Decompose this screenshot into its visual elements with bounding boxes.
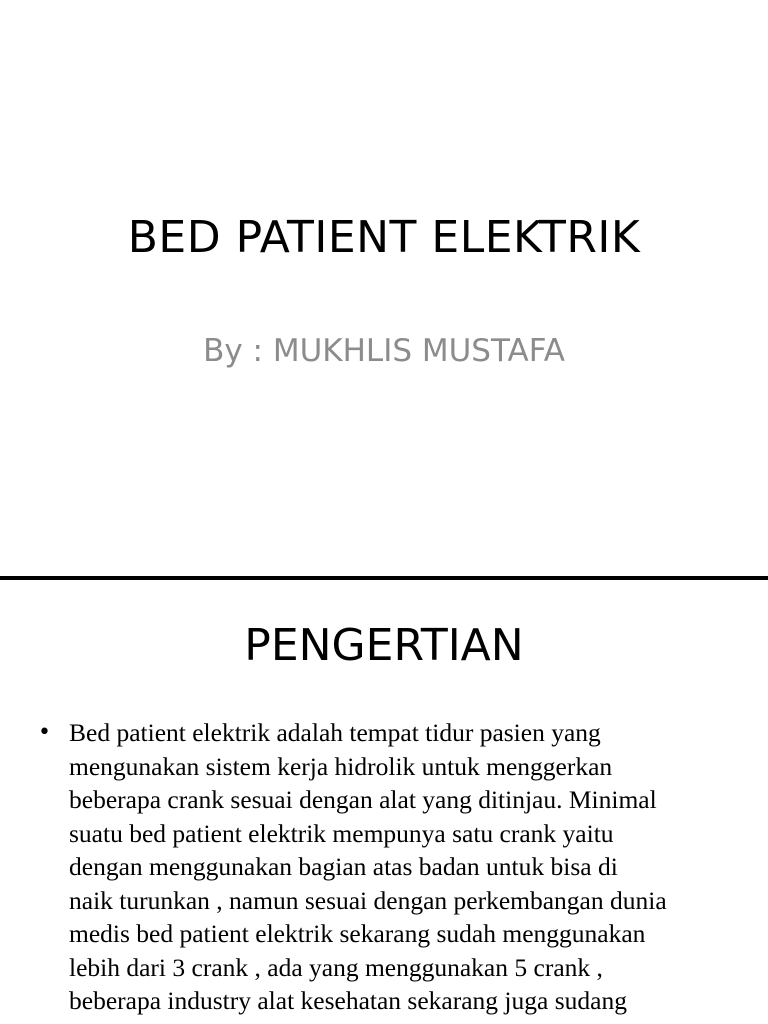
slide-subtitle: By : MUKHLIS MUSTAFA <box>203 333 565 369</box>
slide-heading: PENGERTIAN <box>244 620 524 671</box>
bullet-text: Bed patient elektrik adalah tempat tidur pasien yang mengunakan sistem kerja hidrolik untuk menggerkan beberapa crank sesuai dengan alat yang ditinjau. Minimal suatu bed patient elektrik mempunya satu crank yaitu dengan menggunakan bagian atas badan untuk bisa di naik turunkan , namun sesuai dengan perkembangan dunia medis bed patient elektrik sekarang sudah menggunakan lebih dari 3 crank , ada yang menggunakan 5 crank , beberapa industry alat kesehatan sekarang juga sudang <box>69 718 667 1015</box>
bullet-item <box>38 716 738 1018</box>
slide-title: BED PATIENT ELEKTRIK <box>127 212 641 263</box>
bullet-icon: • <box>38 720 51 745</box>
content-slide <box>0 580 768 1024</box>
